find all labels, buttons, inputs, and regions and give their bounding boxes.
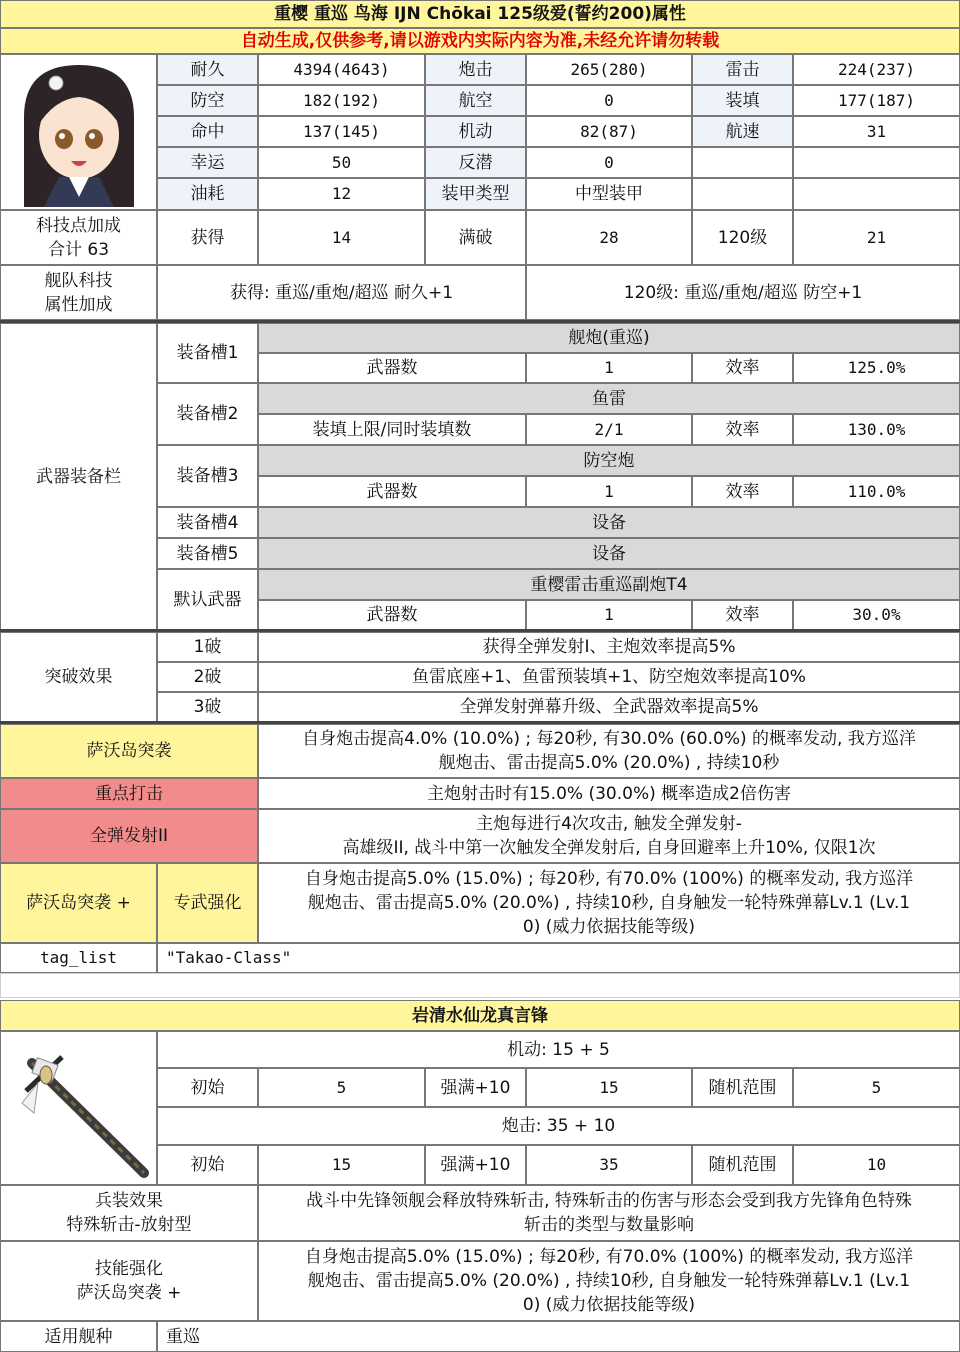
gear-stat-cell: 强满+10 [425, 1068, 526, 1107]
stat-value: 50 [258, 147, 425, 178]
slot-label: 装备槽2 [157, 383, 258, 445]
slot-stat-label: 武器数 [258, 353, 526, 383]
stat-label: 航空 [425, 85, 526, 116]
spacer-row [0, 973, 960, 998]
stat-value: 0 [526, 85, 692, 116]
breakthrough-text: 获得全弹发射I、主炮效率提高5% [258, 632, 960, 662]
breakthrough-text: 鱼雷底座+1、鱼雷预装填+1、防空炮效率提高10% [258, 662, 960, 692]
slot-eff: 130.0% [793, 414, 960, 445]
skill-text: 主炮每进行4次攻击, 触发全弹发射- 高雄级II, 战斗中第一次触发全弹发射后, 自身回避率上升10%, 仅限1次 [258, 809, 960, 863]
gear-stat-cell: 强满+10 [425, 1145, 526, 1185]
slot-eff-label: 效率 [692, 600, 793, 630]
upgrade-text: 自身炮击提高5.0% (15.0%) ; 每20秒, 有70.0% (100%) 的概率发动, 我方巡洋 舰炮击、雷击提高5.0% (20.0%) , 持续10秒, 自身触发一轮特殊弹幕Lv.1 (Lv.1 0) (威力依据技能等级) [258, 863, 960, 943]
gear-stat-cell: 初始 [157, 1145, 258, 1185]
empty-cell [793, 147, 960, 178]
slot-eff-label: 效率 [692, 476, 793, 507]
stat-label: 耐久 [157, 54, 258, 85]
gear-stat-cell: 随机范围 [692, 1145, 793, 1185]
slot-stat-label: 装填上限/同时装填数 [258, 414, 526, 445]
tech-cell: 满破 [425, 210, 526, 265]
gear-stat-cell: 随机范围 [692, 1068, 793, 1107]
gear-effect-label: 兵装效果 特殊斩击-放射型 [0, 1185, 258, 1241]
upgrade-tag: 专武强化 [157, 863, 258, 943]
gear-stat-cell: 5 [258, 1068, 425, 1107]
stat-label: 反潜 [425, 147, 526, 178]
stat-label: 机动 [425, 116, 526, 147]
slot-type: 舰炮(重巡) [258, 323, 960, 353]
fleet-tech-obtain: 获得: 重巡/重炮/超巡 耐久+1 [157, 265, 526, 320]
slot-stat: 1 [526, 353, 692, 383]
slot-label: 默认武器 [157, 569, 258, 630]
stat-label: 装甲类型 [425, 178, 526, 210]
gear-stat-cell: 15 [526, 1068, 692, 1107]
breakthrough-label: 突破效果 [0, 632, 157, 722]
ship-type-value: 重巡 [157, 1321, 960, 1352]
warning-text: 自动生成,仅供参考,请以游戏内实际内容为准,未经允许请勿转载 [0, 28, 960, 54]
slot-label: 装备槽5 [157, 538, 258, 569]
breakthrough-text: 全弹发射弹幕升级、全武器效率提高5% [258, 692, 960, 722]
gear-stat-cell: 5 [793, 1068, 960, 1107]
gear-stat-cell: 35 [526, 1145, 692, 1185]
stat-label: 油耗 [157, 178, 258, 210]
gear-stat-header: 机动: 15 + 5 [157, 1031, 960, 1068]
slot-eff: 110.0% [793, 476, 960, 507]
stat-label: 命中 [157, 116, 258, 147]
breakthrough-level: 1破 [157, 632, 258, 662]
gear-stat-cell: 10 [793, 1145, 960, 1185]
tech-cell: 获得 [157, 210, 258, 265]
slot-type: 设备 [258, 538, 960, 569]
breakthrough-level: 2破 [157, 662, 258, 692]
empty-cell [793, 178, 960, 210]
stat-value: 4394(4643) [258, 54, 425, 85]
tech-cell: 28 [526, 210, 692, 265]
slot-type: 防空炮 [258, 445, 960, 476]
stat-value: 265(280) [526, 54, 692, 85]
tech-cell: 21 [793, 210, 960, 265]
fleet-tech-lv120: 120级: 重巡/重炮/超巡 防空+1 [526, 265, 960, 320]
stat-label: 雷击 [692, 54, 793, 85]
upgrade-skill-name: 萨沃岛突袭 + [0, 863, 157, 943]
gear-title: 岩清水仙龙真言锋 [0, 1000, 960, 1031]
stat-label: 炮击 [425, 54, 526, 85]
slot-eff-label: 效率 [692, 414, 793, 445]
gear-effect-text: 战斗中先锋领舰会释放特殊斩击, 特殊斩击的伤害与形态会受到我方先锋角色特殊 斩击的类型与数量影响 [258, 1185, 960, 1241]
slot-type: 重樱雷击重巡副炮T4 [258, 569, 960, 600]
empty-cell [692, 178, 793, 210]
tag-list-value: "Takao-Class" [157, 943, 960, 973]
slot-label: 装备槽3 [157, 445, 258, 507]
slot-stat: 1 [526, 600, 692, 630]
skill-name: 萨沃岛突袭 [0, 724, 258, 778]
gear-stat-cell: 初始 [157, 1068, 258, 1107]
skill-text: 主炮射击时有15.0% (30.0%) 概率造成2倍伤害 [258, 778, 960, 809]
stat-value: 82(87) [526, 116, 692, 147]
gear-skill-text: 自身炮击提高5.0% (15.0%) ; 每20秒, 有70.0% (100%) 的概率发动, 我方巡洋 舰炮击、雷击提高5.0% (20.0%) , 持续10秒, 自身触发一轮特殊弹幕Lv.1 (Lv.1 0) (威力依据技能等级) [258, 1241, 960, 1321]
page-title: 重樱 重巡 鸟海 IJN Chōkai 125级爱(誓约200)属性 [0, 0, 960, 28]
slot-stat-label: 武器数 [258, 476, 526, 507]
tech-cell: 120级 [692, 210, 793, 265]
skill-name: 全弹发射II [0, 809, 258, 863]
slot-stat-label: 武器数 [258, 600, 526, 630]
stat-label: 幸运 [157, 147, 258, 178]
tag-list-label: tag_list [0, 943, 157, 973]
slot-label: 装备槽1 [157, 323, 258, 383]
ship-portrait [0, 54, 157, 210]
slot-type: 鱼雷 [258, 383, 960, 414]
stat-value: 224(237) [793, 54, 960, 85]
gear-stat-cell: 15 [258, 1145, 425, 1185]
slot-label: 装备槽4 [157, 507, 258, 538]
slot-type: 设备 [258, 507, 960, 538]
slot-stat: 2/1 [526, 414, 692, 445]
skill-name: 重点打击 [0, 778, 258, 809]
tech-label: 科技点加成 合计 63 [0, 210, 157, 265]
stat-label: 防空 [157, 85, 258, 116]
gear-image [0, 1031, 157, 1185]
slot-stat: 1 [526, 476, 692, 507]
stat-value: 0 [526, 147, 692, 178]
gear-skill-label: 技能强化 萨沃岛突袭 + [0, 1241, 258, 1321]
stat-value: 12 [258, 178, 425, 210]
stat-value: 137(145) [258, 116, 425, 147]
tech-cell: 14 [258, 210, 425, 265]
stat-label: 装填 [692, 85, 793, 116]
fleet-tech-label: 舰队科技 属性加成 [0, 265, 157, 320]
stat-value: 31 [793, 116, 960, 147]
slot-eff: 30.0% [793, 600, 960, 630]
slot-eff: 125.0% [793, 353, 960, 383]
weapon-section-label: 武器装备栏 [0, 323, 157, 630]
gear-stat-header: 炮击: 35 + 10 [157, 1107, 960, 1145]
breakthrough-level: 3破 [157, 692, 258, 722]
stat-value: 182(192) [258, 85, 425, 116]
slot-eff-label: 效率 [692, 353, 793, 383]
stat-value: 177(187) [793, 85, 960, 116]
skill-text: 自身炮击提高4.0% (10.0%) ; 每20秒, 有30.0% (60.0%) 的概率发动, 我方巡洋 舰炮击、雷击提高5.0% (20.0%) , 持续10秒 [258, 724, 960, 778]
stat-label: 航速 [692, 116, 793, 147]
ship-type-label: 适用舰种 [0, 1321, 157, 1352]
stat-value: 中型装甲 [526, 178, 692, 210]
empty-cell [692, 147, 793, 178]
